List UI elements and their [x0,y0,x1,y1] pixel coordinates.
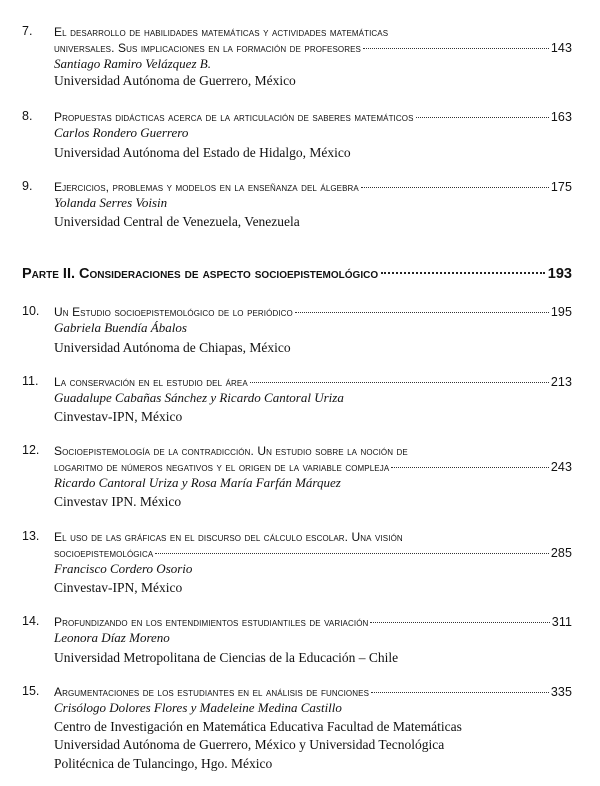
entry-title-text: logaritmo de números negativos y el origen de la variable compleja [54,460,390,474]
entry-author: Carlos Rondero Guerrero [54,125,189,140]
entry-number: 11. [22,374,39,388]
entry-number: 15. [22,684,40,698]
entry-number: 9. [22,179,33,193]
leader-dots [381,271,545,274]
part-heading[interactable] [22,265,572,283]
entry-author: Guadalupe Cabañas Sánchez y Ricardo Cantoral Uriza [54,390,344,405]
entry-affiliation: Politécnica de Tulancingo, Hgo. México [54,756,273,771]
leader-dots [371,691,549,693]
page-number: 143 [550,41,572,55]
entry-affiliation: Cinvestav IPN. México [54,494,182,509]
page-number: 213 [550,375,572,389]
entry-affiliation: Cinvestav-IPN, México [54,409,183,424]
entry-number: 14. [22,614,40,628]
entry-author: Ricardo Cantoral Uriza y Rosa María Farfán Márquez [54,475,341,490]
entry-title-line [54,545,572,561]
entry-title-line [54,459,572,475]
entry-author: Francisco Cordero Osorio [54,561,193,576]
entry-number: 13. [22,529,40,543]
entry-affiliation: Centro de Investigación en Matemática Educativa Facultad de Matemáticas [54,719,462,734]
page-number: 195 [550,305,572,319]
entry-title-text: Socioepistemología de la contradicción. Un estudio sobre la noción de [54,444,408,458]
entry-title-text: El desarrollo de habilidades matemáticas y actividades matemáticas [54,25,389,39]
leader-dots [295,311,549,313]
entry-affiliation: Cinvestav-IPN, México [54,580,183,595]
leader-dots [416,116,549,118]
leader-dots [361,186,549,188]
entry-title-text: socioepistemológica [54,546,154,560]
page-number: 193 [547,266,572,282]
entry-number: 8. [22,109,33,123]
entry-title-text: Argumentaciones de los estudiantes en el análisis de funciones [54,685,370,699]
entry-title-text: Propuestas didácticas acerca de la articulación de saberes matemáticos [54,110,414,124]
entry-title-line [54,684,572,700]
entry-title-line [54,374,572,390]
leader-dots [370,621,549,623]
page-number: 163 [550,110,572,124]
page-number: 335 [550,685,572,699]
entry-number: 7. [22,24,33,38]
entry-affiliation: Universidad Autónoma de Guerrero, México y Universidad Tecnológica [54,737,445,752]
page-number: 243 [550,460,572,474]
entry-title-line [54,304,572,320]
entry-affiliation: Universidad Metropolitana de Ciencias de la Educación – Chile [54,650,399,665]
entry-affiliation: Universidad Autónoma de Chiapas, México [54,340,291,355]
entry-title-text: Un Estudio socioepistemológico de lo periódico [54,305,293,319]
entry-number: 10. [22,304,40,318]
entry-author: Crisólogo Dolores Flores y Madeleine Medina Castillo [54,700,342,715]
entry-title-line [54,179,572,195]
entry-author: Yolanda Serres Voisin [54,195,168,210]
entry-title-line [54,443,572,459]
entry-title-text: universales. Sus implicaciones en la formación de profesores [54,41,361,55]
entry-affiliation: Universidad Autónoma de Guerrero, México [54,73,296,88]
entry-title-text: La conservación en el estudio del área [54,375,248,389]
leader-dots [363,47,549,49]
entry-title-line [54,109,572,125]
entry-title-text: El uso de las gráficas en el discurso del cálculo escolar. Una visión [54,530,403,544]
entry-title-line [54,40,572,56]
leader-dots [250,381,549,383]
leader-dots [391,466,549,468]
leader-dots [155,552,549,554]
page-number: 175 [550,180,572,194]
entry-author: Santiago Ramiro Velázquez B. [54,56,211,71]
part-title: Parte II. Consideraciones de aspecto socioepistemológico [22,266,379,282]
entry-title-text: Ejercicios, problemas y modelos en la enseñanza del álgebra [54,180,359,194]
entry-author: Gabriela Buendía Ábalos [54,320,187,335]
entry-number: 12. [22,443,40,457]
entry-author: Leonora Díaz Moreno [54,630,170,645]
entry-affiliation: Universidad Central de Venezuela, Venezuela [54,214,300,229]
page-number: 285 [550,546,572,560]
entry-title-line [54,614,572,630]
entry-title-text: Profundizando en los entendimientos estudiantiles de variación [54,615,369,629]
entry-title-line [54,529,572,545]
entry-affiliation: Universidad Autónoma del Estado de Hidalgo, México [54,145,351,160]
page-number: 311 [551,615,572,629]
entry-title-line [54,24,572,40]
